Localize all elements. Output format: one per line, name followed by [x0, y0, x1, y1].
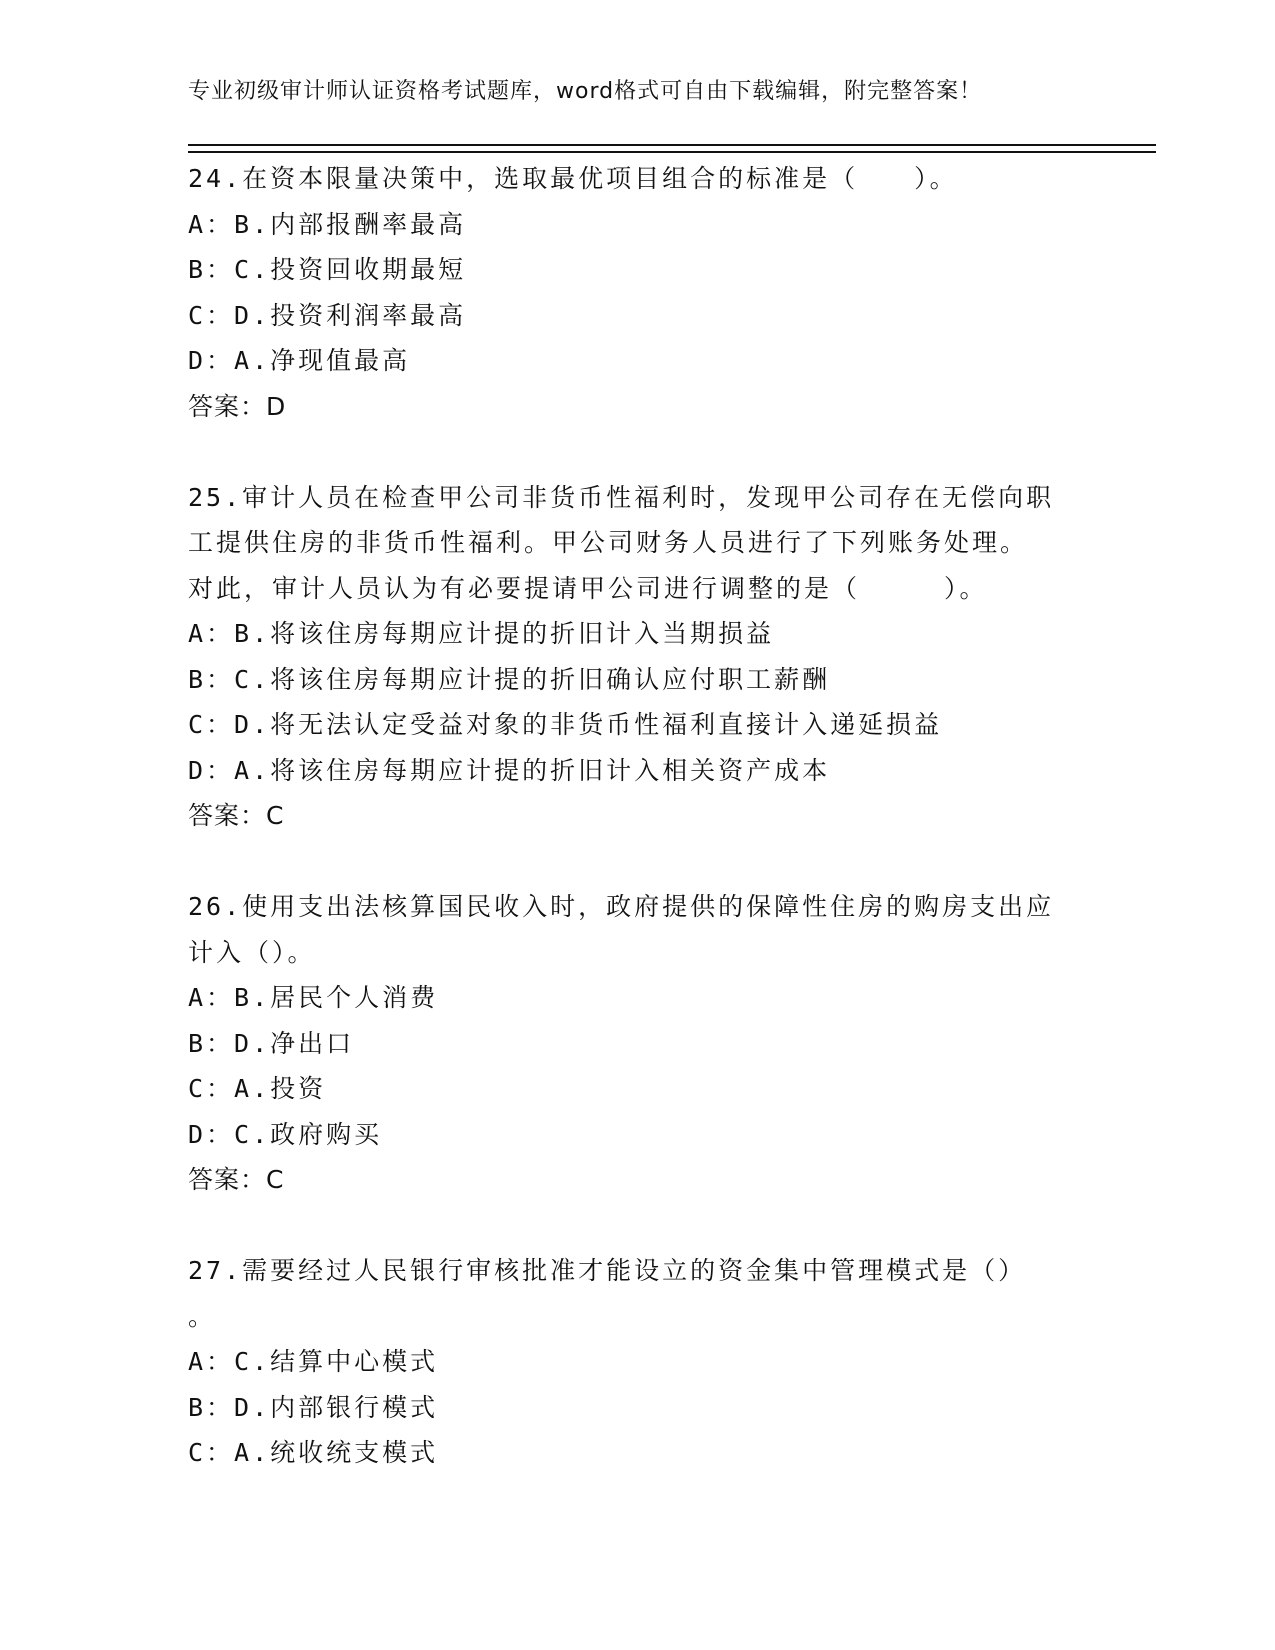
question-stem: 27.需要经过人民银行审核批准才能设立的资金集中管理模式是（） [188, 1256, 1027, 1285]
question-25 [188, 475, 1088, 839]
option-c: C：A.统收统支模式 [188, 1438, 439, 1467]
question-stem: 对此，审计人员认为有必要提请甲公司进行调整的是（ ）。 [188, 573, 988, 603]
question-stem: 工提供住房的非货币性福利。甲公司财务人员进行了下列账务处理。 [188, 528, 1029, 557]
option-b: B：C.将该住房每期应计提的折旧确认应付职工薪酬 [188, 664, 831, 694]
option-d: D：C.政府购买 [188, 1119, 383, 1149]
question-stem: 26.使用支出法核算国民收入时，政府提供的保障性住房的购房支出应 [188, 892, 1055, 921]
answer: 答案：D [188, 391, 287, 421]
option-a: A：B.内部报酬率最高 [188, 209, 467, 239]
question-stem: 计入（）。 [188, 937, 316, 967]
question-stem: 。 [188, 1301, 217, 1331]
option-d: D：A.将该住房每期应计提的折旧计入相关资产成本 [188, 755, 831, 785]
question-27 [188, 1248, 1088, 1476]
question-stem: 24.在资本限量决策中，选取最优项目组合的标准是（ ）。 [188, 164, 958, 193]
option-a: A：C.结算中心模式 [188, 1347, 439, 1376]
question-list [188, 156, 1088, 1521]
option-b: B：D.净出口 [188, 1028, 355, 1058]
option-b: B：C.投资回收期最短 [188, 255, 467, 284]
option-d: D：A.净现值最高 [188, 346, 411, 375]
option-a: A：B.将该住房每期应计提的折旧计入当期损益 [188, 619, 775, 648]
answer: 答案：C [188, 1165, 285, 1194]
option-a: A：B.居民个人消费 [188, 983, 439, 1012]
option-b: B：D.内部银行模式 [188, 1392, 439, 1422]
header-rule-top [188, 144, 1156, 146]
page-header: 专业初级审计师认证资格考试题库，word格式可自由下载编辑，附完整答案！ [188, 79, 983, 104]
header-rule-bottom [188, 151, 1156, 153]
question-24 [188, 156, 1088, 429]
question-stem: 25.审计人员在检查甲公司非货币性福利时，发现甲公司存在无偿向职 [188, 482, 1055, 512]
option-c: C：D.将无法认定受益对象的非货币性福利直接计入递延损益 [188, 710, 943, 739]
question-26 [188, 884, 1088, 1203]
option-c: C：A.投资 [188, 1074, 327, 1103]
answer: 答案：C [188, 801, 285, 830]
option-c: C：D.投资利润率最高 [188, 300, 467, 330]
